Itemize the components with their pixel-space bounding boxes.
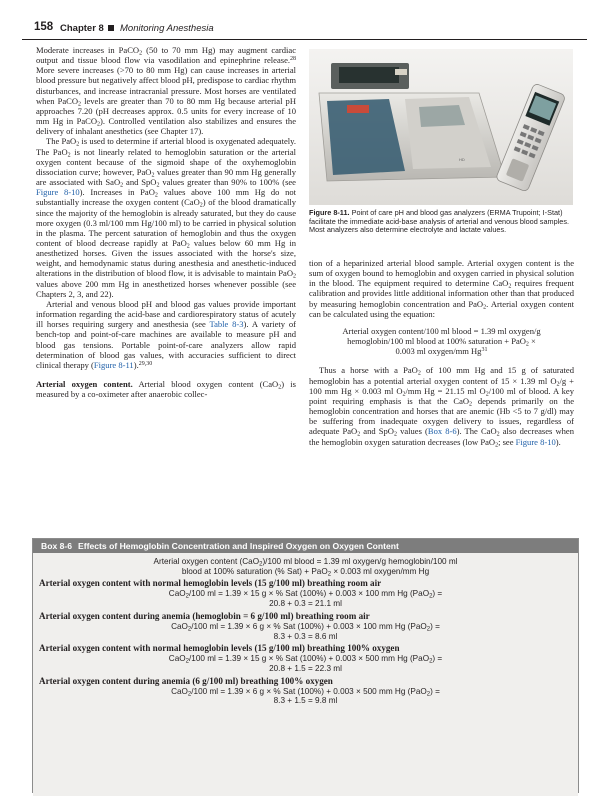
header-rule [22,39,587,40]
link-figure-8-11[interactable]: Figure 8-11 [93,359,134,370]
right-column [309,258,574,447]
box-section-heading: Arterial oxygen content during anemia (6 g/100 ml) breathing 100% oxygen [39,675,333,686]
box-8-6 [32,538,579,793]
link-box-8-6[interactable]: Box 8-6 [427,426,457,437]
svg-text:HD: HD [459,157,465,162]
link-figure-8-10-b[interactable]: Figure 8-10 [515,436,556,447]
box-label: Box 8-6 [41,541,73,551]
chapter-label: Chapter 8 [60,22,104,34]
paragraph-pao2: The PaO$_2$ is used to determine if arterial blood is oxygenated adequately. The PaO$_2$ is not linearly related to hemoglobin saturation or the arterial oxygen content because of the sigmoid shape of the oxyhemoglobin dissociation curve; however, PaO$_2$ values greater than 90 mm Hg generally are associated with SaO$_2$ and SpO$_2$ values greater than 90% to 100% (see Figure 8-10). Increases in PaO$_2$ values above 100 mm Hg do not substantially increase the oxygen content (CaO$_2$) of the blood dramatically since the majority of the hemoglobin is already saturated, but they do cause more oxygen (0.3 ml/100 mm Hg/100 ml) to be carried in physical solution in the plasma. The percent saturation of hemoglobin and thus the oxygen content of blood decrease rapidly at PaO$_2$ values below 60 mm Hg in anesthetized horses. Given the issues associated with the horse's size, weight, and hemodynamic status during anesthesia and anesthetic-induced alterations in the distribution of blood flow, it is advisable to maintain PaO$_2$ values above 200 mm Hg in anesthetized horses whenever possible (see Chapters 2, 3, and 22). [36,136,297,299]
box-section: Arterial oxygen content during anemia (6 g/100 ml) breathing 100% oxygen CaO$_2$/100 ml = 1.39 × 6 g × % Sat (100%) + 0.003 × 500 mm Hg (PaO$_2$) = 8.3 + 1.5 = 9.8 ml [33,676,578,706]
box-section-heading: Arterial oxygen content during anemia (hemoglobin = 6 g/100 ml) breathing room air [39,610,370,621]
box-intro-formula: Arterial oxygen content (CaO$_2$)/100 ml blood = 1.39 ml oxygen/g hemoglobin/100 ml blood at 100% saturation (% Sat) + PaO$_2$ × 0.003 ml oxygen/mm Hg [153,557,458,578]
link-figure-8-10[interactable]: Figure 8-10 [36,187,80,198]
header-square-bullet [108,25,114,31]
paragraph-oxygen-content: Arterial oxygen content. Arterial blood oxygen content (CaO$_2$) is measured by a co-oximeter after anaerobic collec- [36,379,296,400]
chapter-title: Monitoring Anesthesia [120,22,214,34]
figure-caption: Figure 8-11. Point of care pH and blood gas analyzers (ERMA Trupoint; I-Stat) facilitate the immediate acid-base analysis of arterial and venous blood samples. Most analyzers also determine electrolyte and lactate values. [309,208,569,235]
section-heading: Arterial oxygen content. [36,379,133,389]
analyzer-photo [309,49,573,205]
figure-blood-gas-analyzers [309,49,573,205]
box-section-heading: Arterial oxygen content with normal hemoglobin levels (15 g/100 ml) breathing room air [39,578,382,589]
paragraph-example-calculation: Thus a horse with a PaO$_2$ of 100 mm Hg and 15 g of saturated hemoglobin has a potential arterial oxygen content of 15 × 1.39 ml $O_2/g + 100$ mm Hg × 0.003 ml $O_2/mm$ Hg = 21.15 ml $O_2/100$ ml of blood. A key point requiring emphasis is that the CaO$_2$ depends primarily on the hemoglobin concentration and horses that are anemic (Hb <5 to 7 g/dl) may be suffering from inadequate oxygen delivery to issues, regardless of adequate PaO$_2$ and SpO$_2$ values (Box 8-6). The CaO$_2$ also decreases when the hemoglobin oxygen saturation decreases (low PaO$_2$; see Figure 8-10). [309,365,575,448]
box-section: Arterial oxygen content with normal hemoglobin levels (15 g/100 ml) breathing room air CaO$_2$/100 ml = 1.39 × 15 g × % Sat (100%) + 0.003 × 100 mm Hg (PaO$_2$) = 20.8 + 0.3 = 21.1 ml [33,578,578,608]
paragraph-blood-gas: Arterial and venous blood pH and blood gas values provide important information regarding the acid-base and cardiorespiratory status of acutely ill horses requiring surgery and anesthesia (see Table 8-3). A variety of bench-top and point-of-care machines are available to measure pH and blood gas tensions. Portable point-of-care analyzers allow rapid determination of blood gas values, with accuracies sufficient to direct clinical therapy (Figure 8-11).$^{29,30}$ [36,298,297,370]
box-section: Arterial oxygen content with normal hemoglobin levels (15 g/100 ml) breathing 100% oxygen CaO$_2$/100 ml = 1.39 × 15 g × % Sat (100%) + 0.003 × 500 mm Hg (PaO$_2$) = 20.8 + 1.5 = 22.3 ml [33,643,578,673]
box-section-heading: Arterial oxygen content with normal hemoglobin levels (15 g/100 ml) breathing 100% oxygen [39,643,400,654]
link-table-8-3[interactable]: Table 8-3 [209,319,244,330]
oxygen-content-equation: Arterial oxygen content/100 ml blood = 1.39 ml oxygen/g hemoglobin/100 ml blood at 100% saturation + PaO$_2$ × 0.003 ml oxygen/mm Hg$^{31}$ [342,325,541,357]
left-column [36,45,296,399]
caption-label: Figure 8-11. [309,208,350,217]
box-body [33,553,578,796]
paragraph-paco2: Moderate increases in PaCO$_2$ (50 to 70 mm Hg) may augment cardiac output and tissue blood flow via vasodilation and epinephrine release.$^{28}$ More severe increases (>70 to 80 mm Hg) can cause increases in arterial blood pressure but negatively affect blood pH, predispose to cardiac rhythm disturbances, and increase intracranial pressure. Most horses are ventilated when PaCO$_2$ levels are greater than 70 to 80 mm Hg because arterial pH approaches 7.20 (pH decreases approx. 0.5 units for every increase of 10 mm Hg in PaCO$_2$). Controlled ventilation also stabilizes and ensures the delivery of inhalant anesthetics (see Chapter 17). [36,45,296,137]
box-title: Effects of Hemoglobin Concentration and Inspired Oxygen on Oxygen Content [78,541,399,551]
paragraph-oxygen-content-cont: tion of a heparinized arterial blood sample. Arterial oxygen content is the sum of oxygen bound to hemoglobin and oxygen carried in physical solution in the blood. The equipment required to determine CaO$_2$ requires frequent calibration and provides little additional information other than that produced by measuring hemoglobin concentration and PaO$_2$. Arterial oxygen content can be calculated using the equation: [309,258,574,319]
box-section: Arterial oxygen content during anemia (hemoglobin = 6 g/100 ml) breathing room air CaO$_2$/100 ml = 1.39 × 6 g × % Sat (100%) + 0.003 × 100 mm Hg (PaO$_2$) = 8.3 + 0.3 = 8.6 ml [33,611,578,641]
box-title-bar [33,539,578,553]
page-number: 158 [34,21,54,33]
running-header [22,14,587,40]
